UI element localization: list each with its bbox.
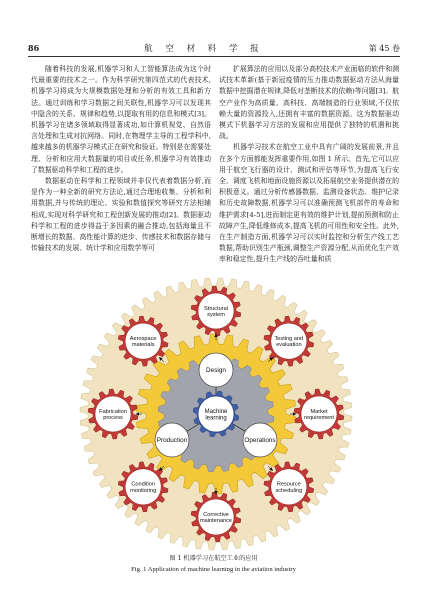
running-header	[28, 40, 400, 57]
journal-title: 航 空 材 料 学 报	[144, 44, 264, 54]
inner-node-label-1: Operations	[244, 437, 276, 445]
left-paragraph-2: 数据驱动在科学和工程领域并非仅代表着数据分析,而是作为一种全新的研究方法论,通过合理地收集、分析和利用数据,并与传统的理论、实验和数值探究等研究方法相辅相成,实现对科学研究和工程创新发展的推动[2]。数据驱动科学和工程的进步得益于多因素的融合推动,包括海量且不断增长的数据、高性能计算的进步、传感技术和数据存储与传输技术的发展、统计学和应用数学等可	[31, 177, 211, 253]
figure-caption-en: Fig. 1 Application of machine learning in the aviation industry	[131, 566, 296, 573]
outer-node-label-7: Aerospace materials	[129, 336, 157, 349]
figure-gear-diagram	[36, 276, 396, 552]
left-paragraph-1: 随着科技的发展,机器学习和人工智能算法成为这个时代最重要的技术之一。作为科学研究第四范式的代表技术,机器学习将成为大规模数据处理和分析的有效工具和新方法。通过训练和学习数据之间关联性,机器学习可以发现其中隐含的关系、规律和趋势,以提取有用的信息和模式[3]。机器学习在诸多领域取得显著成功,如计算机视觉、自然语言处理和生成对抗网络。同时,在物理学主导的工程学科中,越来越多的机器学习模式正在研究和验证。特别是在需要处理、分析和应用大数据量的项目或任务,机器学习有效推动了数据驱动科学和工程的进步。	[31, 65, 211, 174]
inner-node-label-2: Production	[156, 437, 188, 445]
outer-node-label-0: Structural system	[204, 305, 228, 319]
outer-node-label-3: Resource scheduling	[275, 481, 303, 494]
outer-node-label-5: Condition monitoring	[130, 481, 157, 494]
page-number: 86	[28, 43, 40, 53]
right-paragraph-2: 机器学习技术在航空工业中具有广阔的发展前景,并且在多个方面都能发挥重要作用,如图 1 所示。首先,它可以应用于航空飞行器的设计、测试和评估等环节,为提高飞行安全、调度飞机和地面设施资源以及拓展航空业务提供潜在的积极意义。通过分析传感器数据、监测设备状态、维护记录和历史故障数据,机器学习可以准确预测飞机部件的寿命和维护需求[4-5],进而制定更有效的维护计划,提前预测和防止故障产生,降低维修成本,提高飞机的可用性和安全性。此外,在生产制造方面,机器学习可以实时监控和分析生产线工艺数据,帮助识别生产瓶颈,调整生产资源分配,从而优化生产效率和稳定性,提升生产线的吞吐量和质	[219, 143, 399, 264]
figure-caption-cn: 图 1 机器学习在航空工业的应用	[169, 555, 258, 562]
left-column	[31, 64, 211, 254]
right-column	[219, 64, 399, 266]
center-label: Machine learning	[204, 408, 228, 422]
inner-node-label-0: Design	[206, 367, 226, 375]
outer-node-label-4: Corrective maintenance	[199, 511, 233, 525]
right-paragraph-1: 扩展算法的应用以及部分高校技术产业面临的软件和测试技术革新(基于新冠疫情的压力推动数据驱动方法从海量数据中挖掘潜在规律,降低对垄断技术的依赖)等问题[3]。航空产业作为高质量、高科技、高端制造的行业领域,不仅依赖大量的资源投入,还拥有丰富的数据资源。这为数据驱动模式下机器学习方法的发展和应用提供了独特的机遇和挑战。	[219, 65, 400, 141]
outer-node-label-1: Testing and evaluation	[274, 336, 304, 349]
outer-node-label-6: Fabrication process	[99, 408, 127, 422]
outer-node-label-2: Market requirement	[304, 408, 334, 422]
gear-diagram	[36, 276, 396, 552]
volume-label: 第 45 卷	[368, 43, 400, 53]
